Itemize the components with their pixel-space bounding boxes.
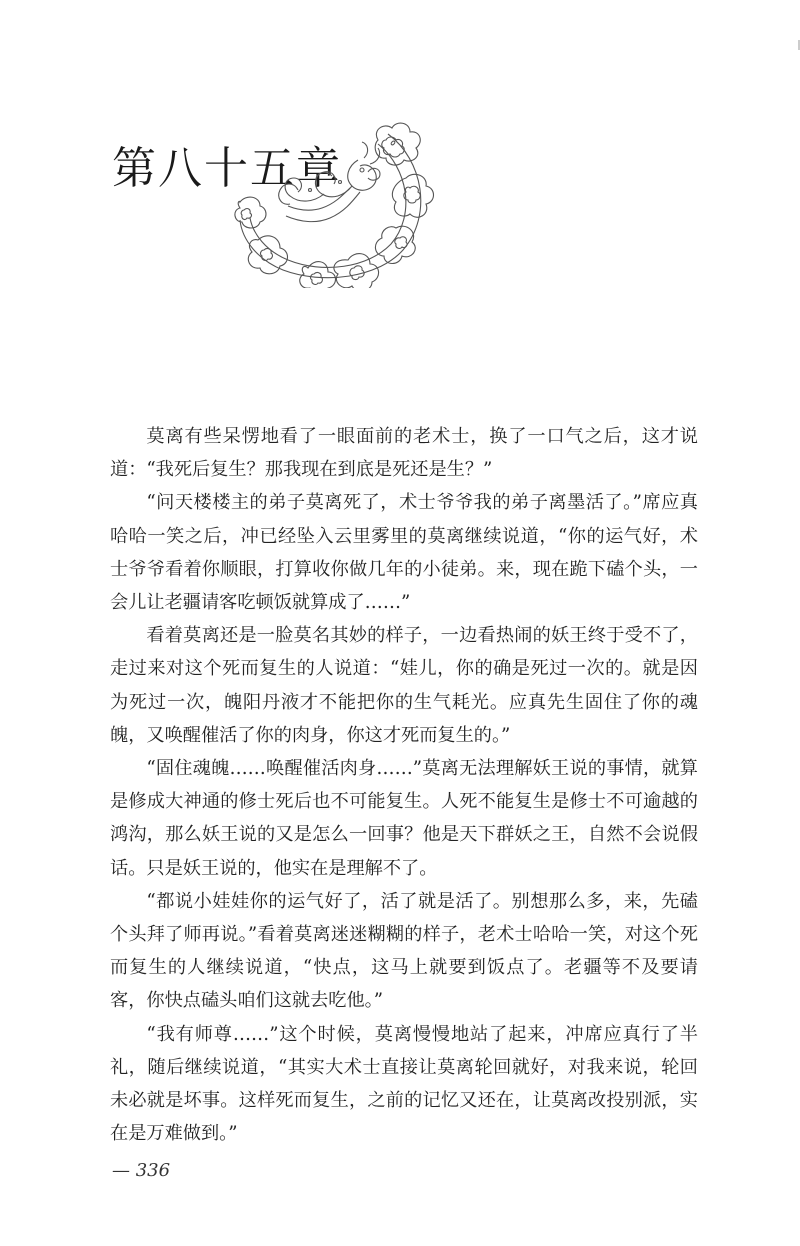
paragraph: “我有师尊……”这个时候，莫离慢慢地站了起来，冲席应真行了半礼，随后继续说道，“其实大术士直接让莫离轮回就好，对我来说，轮回未必就是坏事。这样死而复生，之前的记忆又还在，让莫离改投别派，实在是万难做到。” <box>110 1023 698 1145</box>
chapter-title: 第八十五章 <box>112 143 342 194</box>
paragraph: “问天楼楼主的弟子莫离死了，术士爷爷我的弟子离墨活了。”席应真哈哈一笑之后，冲已经坠入云里雾里的莫离继续说道，“你的运气好，术士爷爷看着你顺眼，打算收你做几年的小徒弟。来，现在跪下磕个头，一会儿让老疆请客吃顿饭就算成了……” <box>110 492 698 614</box>
paragraph: 莫离有些呆愣地看了一眼面前的老术士，换了一口气之后，这才说道：“我死后复生？那我现在到底是死还是生？” <box>110 426 698 481</box>
page-number: — 336 <box>112 1160 171 1181</box>
paragraph: “都说小娃娃你的运气好了，活了就是活了。别想那么多，来，先磕个头拜了师再说。”看着莫离迷迷糊糊的样子，老术士哈哈一笑，对这个死而复生的人继续说道，“快点，这马上就要到饭点了。老疆等不及要请客，你快点磕头咱们这就去吃他。” <box>110 890 698 1012</box>
paragraph: “固住魂魄……唤醒催活肉身……”莫离无法理解妖王说的事情，就算是修成大神通的修士死后也不可能复生。人死不能复生是修士不可逾越的鸿沟，那么妖王说的又是怎么一回事？他是天下群妖之王，自然不会说假话。只是妖王说的，他实在是理解不了。 <box>110 758 698 879</box>
paragraph: 看着莫离还是一脸莫名其妙的样子，一边看热闹的妖王终于受不了，走过来对这个死而复生的人说道：“娃儿，你的确是死过一次的。就是因为死过一次，魄阳丹液才不能把你的生气耗光。应真先生固住了你的魂魄，又唤醒催活了你的肉身，你这才死而复生的。” <box>110 625 698 746</box>
chapter-body <box>110 420 698 1150</box>
cloud-dragon-ornament-icon <box>228 120 448 288</box>
